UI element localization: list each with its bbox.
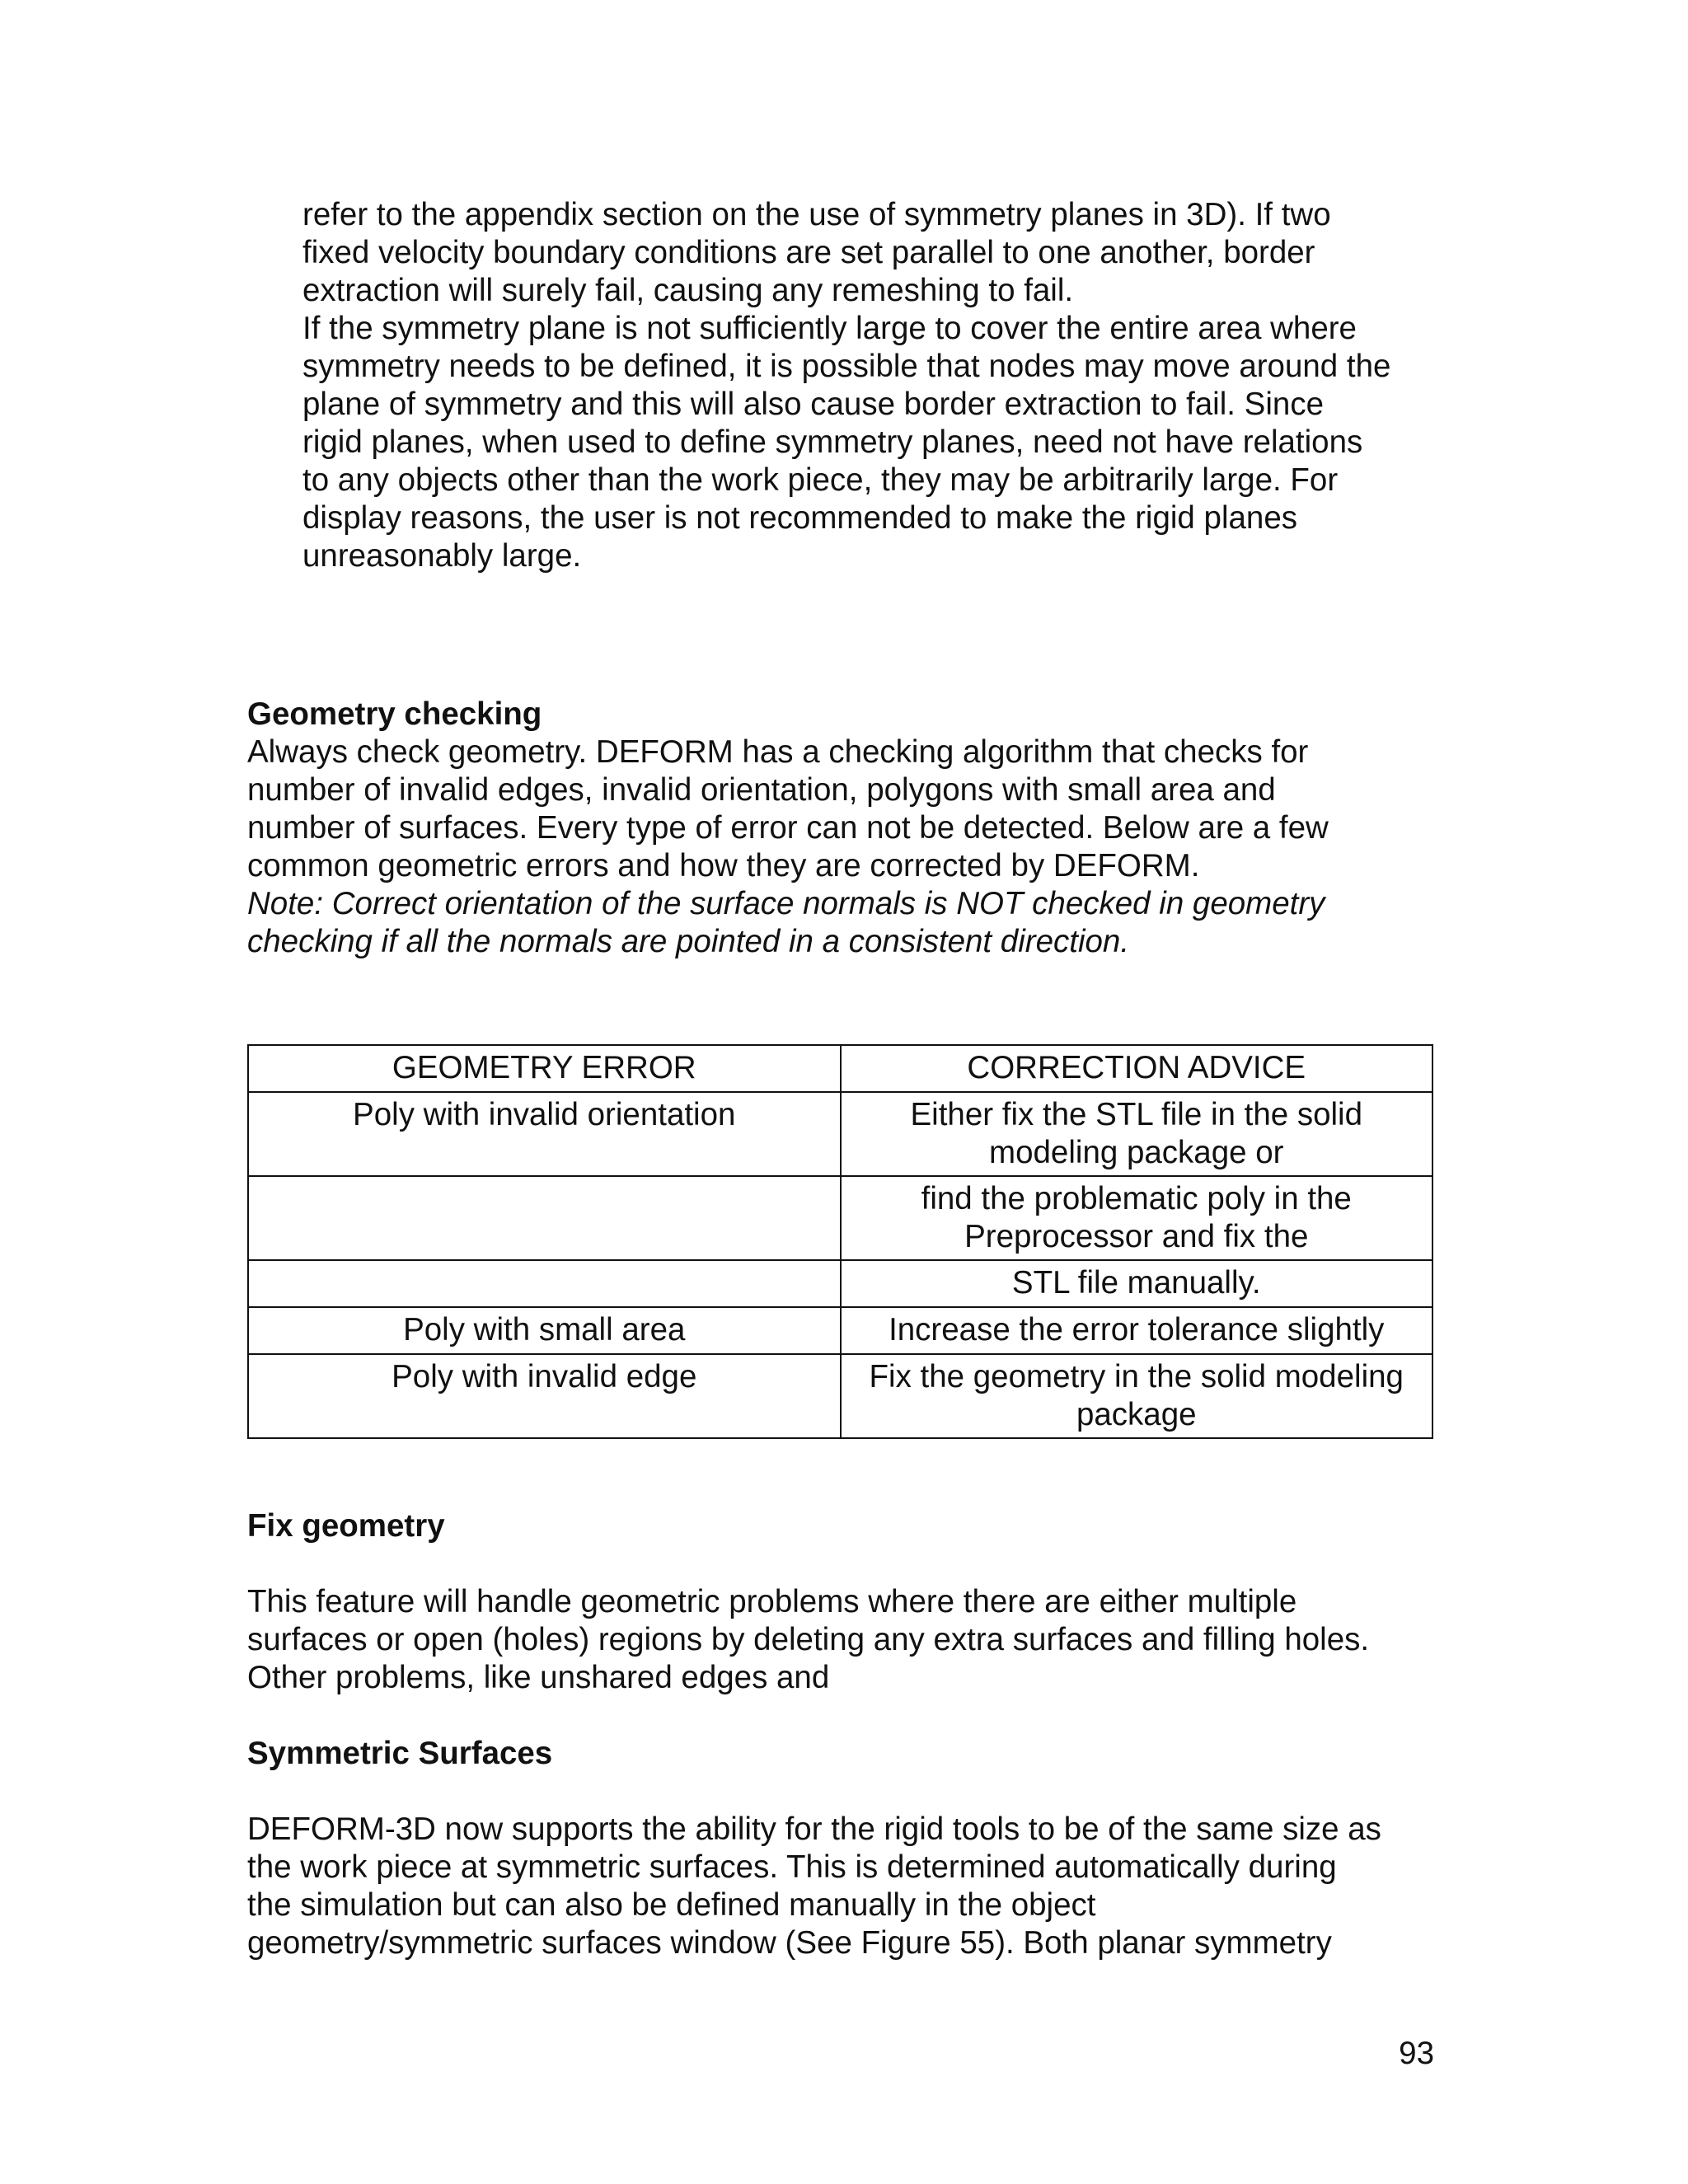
column-header: GEOMETRY ERROR: [248, 1045, 841, 1092]
text-line: This feature will handle geometric problems where there are either multiple: [247, 1584, 1297, 1619]
geometry-checking-section: [247, 696, 1467, 961]
page-number: 93: [1399, 2036, 1434, 2071]
table-cell: [248, 1176, 841, 1260]
table-row: [248, 1260, 1432, 1307]
table-header-row: [248, 1045, 1432, 1092]
note-line: checking if all the normals are pointed in a consistent direction.: [247, 924, 1130, 959]
table-row: [248, 1092, 1432, 1176]
text-line: number of surfaces. Every type of error can not be detected. Below are a few: [247, 810, 1329, 846]
text-line: surfaces or open (holes) regions by deleting any extra surfaces and filling holes.: [247, 1622, 1370, 1657]
text-line: plane of symmetry and this will also cause border extraction to fail. Since: [302, 387, 1324, 422]
column-header: CORRECTION ADVICE: [841, 1045, 1433, 1092]
table-row: [248, 1307, 1432, 1354]
table-cell: STL file manually.: [841, 1260, 1433, 1307]
text-line: fixed velocity boundary conditions are set parallel to one another, border: [302, 235, 1315, 270]
note-line: Note: Correct orientation of the surface normals is NOT checked in geometry: [247, 886, 1325, 921]
fix-geometry-heading-block: [247, 1507, 1467, 1545]
text-line: common geometric errors and how they are corrected by DEFORM.: [247, 848, 1200, 883]
text-line: the simulation but can also be defined manually in the object: [247, 1887, 1096, 1923]
table-cell: Either fix the STL file in the solid modeling package or: [841, 1092, 1433, 1176]
table-row: [248, 1354, 1432, 1438]
text-line: extraction will surely fail, causing any remeshing to fail.: [302, 273, 1074, 308]
section-heading: Geometry checking: [247, 696, 542, 732]
table-cell: Fix the geometry in the solid modeling package: [841, 1354, 1433, 1438]
table-cell: Poly with small area: [248, 1307, 841, 1354]
symmetric-surfaces-paragraph: [247, 1811, 1467, 1962]
text-line: If the symmetry plane is not sufficiently large to cover the entire area where: [302, 311, 1357, 346]
fix-geometry-paragraph: [247, 1583, 1467, 1697]
text-line: display reasons, the user is not recommended to make the rigid planes: [302, 500, 1297, 536]
table-cell: Poly with invalid orientation: [248, 1092, 841, 1176]
text-line: symmetry needs to be defined, it is possible that nodes may move around the: [302, 349, 1391, 384]
text-line: Always check geometry. DEFORM has a checking algorithm that checks for: [247, 734, 1309, 770]
table-cell: Poly with invalid edge: [248, 1354, 841, 1438]
text-line: DEFORM-3D now supports the ability for the rigid tools to be of the same size as: [247, 1811, 1381, 1847]
table-row: [248, 1176, 1432, 1260]
text-line: number of invalid edges, invalid orientation, polygons with small area and: [247, 772, 1276, 808]
table-cell: Increase the error tolerance slightly: [841, 1307, 1433, 1354]
text-line: the work piece at symmetric surfaces. This is determined automatically during: [247, 1849, 1337, 1885]
geometry-error-table: [247, 1044, 1433, 1439]
section-heading: Symmetric Surfaces: [247, 1736, 553, 1771]
text-line: Other problems, like unshared edges and: [247, 1660, 830, 1695]
section-heading: Fix geometry: [247, 1508, 445, 1544]
text-line: unreasonably large.: [302, 538, 582, 574]
text-line: rigid planes, when used to define symmetry planes, need not have relations: [302, 424, 1363, 460]
symmetric-surfaces-heading-block: [247, 1735, 1467, 1773]
text-line: refer to the appendix section on the use of symmetry planes in 3D). If two: [302, 197, 1331, 232]
table-cell: find the problematic poly in the Preprocessor and fix the: [841, 1176, 1433, 1260]
intro-paragraph: [302, 196, 1456, 575]
text-line: geometry/symmetric surfaces window (See Figure 55). Both planar symmetry: [247, 1925, 1332, 1961]
text-line: to any objects other than the work piece, they may be arbitrarily large. For: [302, 462, 1339, 498]
table-cell: [248, 1260, 841, 1307]
